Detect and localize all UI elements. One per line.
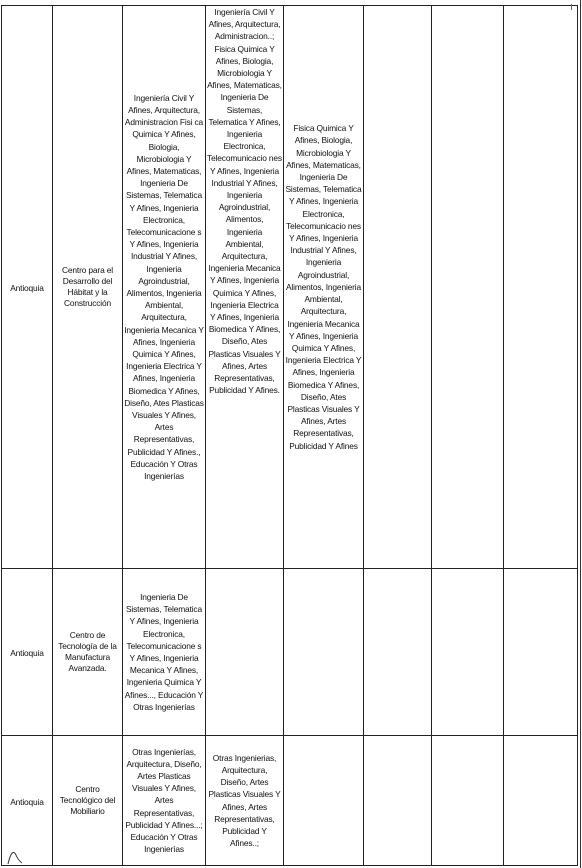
scan-mark xyxy=(571,4,572,10)
empty-cell xyxy=(432,736,504,866)
programs-cell xyxy=(123,6,206,569)
center-cell xyxy=(53,6,123,569)
table-row xyxy=(2,569,578,736)
table-row xyxy=(2,6,578,569)
center-text: Centro para el Desarrollo del Hábitat y la Construcción xyxy=(62,265,113,308)
programs-text: Otras Ingenierías, Arquitectura, Diseño, Artes Plasticas Visuales Y Afines, Artes Representativas, Publicidad Y Afines...; Educación Y Otras Ingenierías xyxy=(125,746,203,855)
programs-text: Ingeniería Civil Y Afines, Arquitectura, Administracion..; Fisica Quimica Y Afines, Biologia, Microbiologia Y Afines, Matematicas, Ingenieria De Sistemas, Telematica Y Afines, Ingenieria Electronica, Telecomunicacio nes Y Afines, Ingenieria Industrial Y Afines, Ingenieria Agroindustrial, Alimentos, Ingenieria Ambiental, Arquitectura, Ingenieria Mecanica Y Afines, Ingenieria Quimica Y Afines, Ingenieria Electrica Y Afines, Ingenieria Biomedica Y Afines, Diseño, Ates Plasticas Visuales Y Afines, Artes Representativas, Publicidad Y Afines. xyxy=(207,7,282,396)
programs-text: Otras Ingenierias, Arquitectura, Diseño, Artes Plasticas Visuales Y Afines, Artes Representativas, Publicidad Y Afines..; xyxy=(208,752,281,849)
dept-text: Antioquia xyxy=(10,648,44,658)
programs-text: Ingenieria De Sistemas, Telematica Y Afines, Ingenieria Electronica, Telecomunicacione s Y Afines, Ingenieria Mecanica Y Afines, Ingenieria Quimica Y Afines..., Educación Y Otras Ingenierías xyxy=(124,591,204,712)
dept-cell xyxy=(2,6,53,569)
dept-cell xyxy=(2,569,53,736)
programs-text: Fisica Quimica Y Afines, Biologia, Microbiologia Y Afines, Matematicas, Ingenieria De Sistemas, Telematica Y Afines, Ingenieria Electronica, Telecomunicacio nes Y Afines, Ingenieria Industrial Y Afines, Ingenieria Agroindustrial, Alimentos, Ingenieria Ambiental, Arquitectura, Ingenieria Mecanica Y Afines, Ingenieria Quimica Y Afines, Ingenieria Electrica Y Afines, Ingenieria Biomedica Y Afines, Diseño, Ates Plasticas Visuales Y Afines, Artes Representativas, Publicidad Y Afines xyxy=(285,123,362,451)
center-text: Centro de Tecnología de la Manufactura Avanzada. xyxy=(58,630,117,673)
programs-cell xyxy=(284,736,364,866)
empty-cell xyxy=(364,736,432,866)
programs-cell xyxy=(206,569,284,736)
dept-text: Antioquia xyxy=(10,796,44,807)
programs-cell xyxy=(123,736,206,866)
programs-table xyxy=(1,5,578,866)
handwritten-stroke-icon xyxy=(6,845,24,865)
programs-cell xyxy=(284,569,364,736)
empty-cell xyxy=(432,6,504,569)
empty-cell xyxy=(504,569,578,736)
empty-cell xyxy=(432,569,504,736)
center-text: Centro Tecnológico del Mobiliario xyxy=(59,784,116,816)
dept-text: Antioquia xyxy=(10,283,44,293)
programs-cell xyxy=(284,6,364,569)
empty-cell xyxy=(504,6,578,569)
center-cell xyxy=(53,569,123,736)
programs-cell xyxy=(123,569,206,736)
table-row xyxy=(2,736,578,866)
empty-cell xyxy=(364,6,432,569)
center-cell xyxy=(53,736,123,866)
page-edge-line xyxy=(580,0,581,868)
programs-cell xyxy=(206,736,284,866)
empty-cell xyxy=(504,736,578,866)
empty-cell xyxy=(364,569,432,736)
programs-text: Ingeniería Civil Y Afines, Arquitectura, Administracion Fisi ca Quimica Y Afines, Biologia, Microbiologia Y Afines, Matematicas, Ingenieria De Sistemas, Telematica Y Afines, Ingenieria Electronica, Telecomunicacione s Y Afines, Ingenieria Industrial Y Afines, Ingenieria Agroindustrial, Alimentos, Ingenieria Ambiental, Arquitectura, Ingenieria Mecanica Y Afines, Ingenieria Quimica Y Afines, Ingenieria Electrica Y Afines, Ingenieria Biomedica Y Afines, Diseño, Ates Plasticas Visuales Y Afines, Artes Representativas, Publicidad Y Afines., Educación Y Otras Ingenierías xyxy=(124,92,204,482)
programs-cell xyxy=(206,6,284,569)
